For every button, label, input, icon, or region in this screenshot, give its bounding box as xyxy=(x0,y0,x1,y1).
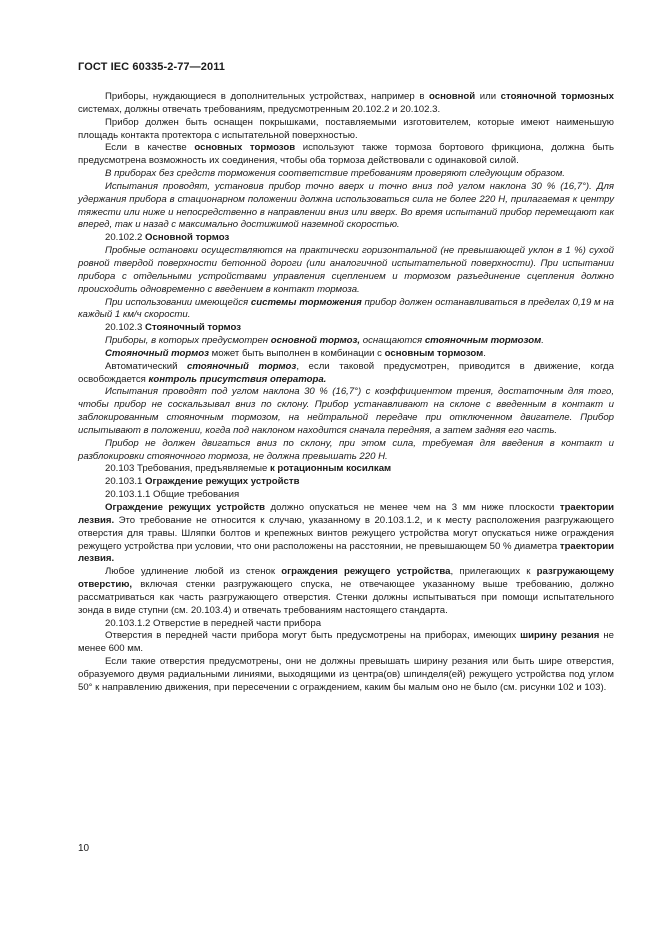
text-run: 20.103.1 xyxy=(105,476,146,488)
body-paragraph xyxy=(78,630,614,656)
text-run: В приборах без средств торможения соответствие требованиям проверяют следующим образом. xyxy=(105,168,565,180)
body-paragraph xyxy=(78,438,614,464)
section-heading xyxy=(78,618,614,631)
body-paragraph xyxy=(78,181,614,232)
text-run: 20.103.1.2 Отверстие в передней части прибора xyxy=(105,617,322,629)
term-bold: траектории лезвия. xyxy=(78,540,614,565)
term-bold: Основной тормоз xyxy=(145,232,230,244)
term-bold: системы торможения xyxy=(250,296,362,308)
text-run: Испытания проводят, установив прибор точно вверх и точно вниз под углом наклона 30 % (16,7°). Для удержания прибора в стационарном положении должна использоваться сила не более 220 Н, прилагаемая к центру тяжести или ниже и непосредственно в направлении вниз или вверх. Во время испытаний прибор перемещают как вперед, так и назад с максимально достижимой наземной скоростью. xyxy=(78,180,614,231)
term-bold: контроль присутствия оператора. xyxy=(148,373,327,385)
text-run: или xyxy=(475,91,501,102)
text-run: 20.103.1.1 Общие требования xyxy=(105,489,240,501)
text-run: Любое удлинение любой из стенок xyxy=(105,566,282,578)
text-run: системах, должны отвечать требованиям, предусмотренным 20.102.2 и 20.102.3. xyxy=(78,103,441,115)
term-bold: траектории лезвия. xyxy=(78,502,614,526)
text-run: Испытания проводят под углом наклона 30 % (16,7°) с коэффициентом трения, достаточным для того, чтобы прибор не соскальзывал вниз по склону. Прибор устанавливают на склоне с введенным в контакт и заблокированным стояночным тормозом, на нейтральной передаче при отключенном двигателе. Прибор испытывают в положении, когда под наклоном находится сначала передняя, а затем задняя его часть. xyxy=(78,386,614,436)
page-number: 10 xyxy=(78,843,90,854)
section-heading xyxy=(78,322,614,335)
text-run: 20.102.2 xyxy=(105,232,146,244)
body-paragraph xyxy=(78,91,614,117)
text-run: не менее 600 мм. xyxy=(78,630,614,655)
text-run: должно опускаться не менее чем на 3 мм ниже плоскости xyxy=(265,502,560,513)
text-run: может быть выполнен в комбинации с xyxy=(208,347,385,359)
term-bold: стояночным тормозом xyxy=(424,335,542,347)
term-bold: Ограждение режущих устройств xyxy=(145,476,300,488)
body-paragraph xyxy=(78,361,614,387)
term-bold: основных тормозов xyxy=(194,142,296,154)
term-bold: ограждения режущего устройства xyxy=(281,566,451,578)
body-paragraph xyxy=(78,168,614,181)
body-paragraph xyxy=(78,348,614,361)
text-run: . xyxy=(483,347,486,359)
body-paragraph xyxy=(78,117,614,143)
text-run: Отверстия в передней части прибора могут быть предусмотрены на приборах, имеющих xyxy=(105,630,521,642)
body-paragraph xyxy=(78,566,614,617)
section-heading xyxy=(78,463,614,476)
text-run: Если такие отверстия предусмотрены, они не должны превышать ширину резания или быть шире отверстия, образуемого двумя радиальными линиями, выходящими из центра(ов) шпинделя(ей) режущего устройства под углом 50° к направлению движения, при пересечении с ограждением, каким бы малым оно не было (см. рисунки 102 и 103). xyxy=(78,656,614,693)
term-bold: разгружающему отверстию, xyxy=(78,566,614,591)
text-run: 20.102.3 xyxy=(105,322,146,334)
text-run: Автоматический xyxy=(105,360,188,372)
body-paragraph xyxy=(78,386,614,437)
term-bold: основной тормоз, xyxy=(270,335,361,347)
body-paragraph xyxy=(78,502,614,566)
text-run: Пробные остановки осуществляются на практически горизонтальной (не превышающей уклон в 1 %) сухой ровной твердой поверхности бетонной дороги (или аналогичной испытательной поверхности). При испытании прибора с отдельными устройствами управления сцеплением и тормозом разъединение сцепления должно происходить одновременно с введением в контакт тормоза. xyxy=(78,245,614,295)
text-run: включая стенки разгружающего спуска, не отвечающее указанному выше требованию, должно рассматриваться как часть разгружающего отверстия. Стенки должны испытываться при помощи испытательного зонда в виде ступни (см. 20.103.4) и отвечать требованиям настоящего стандарта. xyxy=(78,579,614,616)
term-bold: Ограждение режущих устройств xyxy=(105,502,266,513)
text-run: Прибор должен быть оснащен покрышками, поставляемыми изготовителем, которые имеют наименьшую площадь контакта протектора с испытательной поверхностью. xyxy=(78,116,614,141)
section-heading xyxy=(78,476,614,489)
term-bold: стояночной тормозных xyxy=(500,91,614,102)
body-paragraph xyxy=(78,656,614,695)
term-bold: основной xyxy=(429,91,476,102)
text-run: оснащаются xyxy=(360,335,425,347)
text-run: Это требование не относится к случаю, указанному в 20.103.1.2, и к месту расположения разгружающего отверстия для травы. Шляпки болтов и крепежных винтов режущего устройства могут опускаться ниже ограждения режущего устройства при условии, что они расположены на расстоянии, не превышающем 50 % диаметра xyxy=(78,514,614,552)
text-run: 20.103 Требования, предъявляемые xyxy=(105,463,270,475)
term-bold: Стояночный тормоз xyxy=(105,347,209,359)
text-run: , если таковой предусмотрен, приводится в движение, когда освобождается xyxy=(78,360,614,385)
section-heading xyxy=(78,489,614,502)
body-paragraph xyxy=(78,142,614,168)
text-run: используют также тормоза бортового фрикциона, должна быть предусмотрена возможность их соединения, чтобы оба тормоза действовали с одинаковой силой. xyxy=(78,142,614,167)
text-run: Прибор не должен двигаться вниз по склону, при этом сила, требуемая для введения в контакт и разблокировки стояночного тормоза, не должна превышать 220 Н. xyxy=(78,437,614,462)
term-bold: основным тормозом xyxy=(384,347,484,359)
body-paragraph xyxy=(78,335,614,348)
text-run: Если в качестве xyxy=(105,142,195,154)
document-body xyxy=(78,91,614,695)
body-paragraph xyxy=(78,245,614,296)
section-heading xyxy=(78,232,614,245)
term-bold: стояночный тормоз xyxy=(187,360,297,372)
text-run: . xyxy=(541,335,544,347)
text-run: , прилегающих к xyxy=(450,566,537,578)
term-bold: ширину резания xyxy=(520,630,600,642)
text-run: При использовании имеющейся xyxy=(105,296,251,308)
body-paragraph xyxy=(78,297,614,323)
term-bold: Стояночный тормоз xyxy=(145,322,242,334)
document-header: ГОСТ IEC 60335-2-77—2011 xyxy=(78,61,226,73)
text-run: прибор должен останавливаться в пределах 0,19 м на каждый 1 км/ч скорости. xyxy=(78,296,615,321)
text-run: Приборы, в которых предусмотрен xyxy=(105,335,271,347)
text-run: Приборы, нуждающиеся в дополнительных устройствах, например в xyxy=(105,91,429,102)
term-bold: к ротационным косилкам xyxy=(269,463,392,475)
